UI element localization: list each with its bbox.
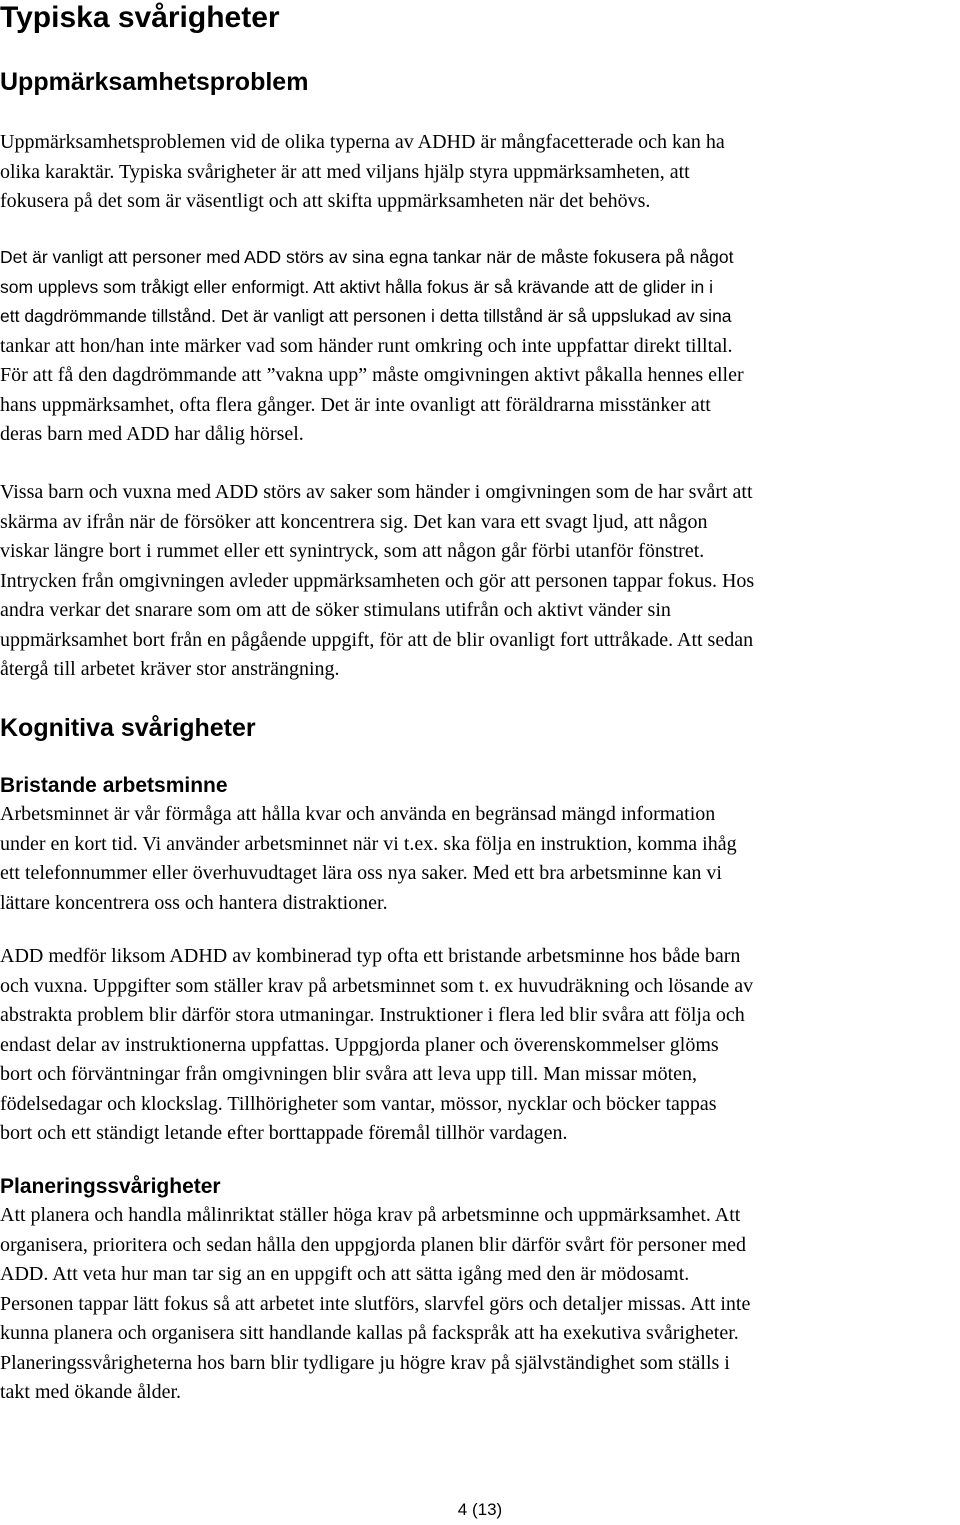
text-line: lättare koncentrera oss och hantera distraktioner. bbox=[0, 891, 388, 914]
text-line: Arbetsminnet är vår förmåga att hålla kvar och använda en begränsad mängd information bbox=[0, 803, 716, 825]
paragraph-planning bbox=[0, 1201, 960, 1408]
text-line: fokusera på det som är väsentligt och att skifta uppmärksamheten när det behövs. bbox=[0, 190, 651, 212]
text-line: Intrycken från omgivningen avleder uppmärksamheten och gör att personen tappar fokus. Hos bbox=[0, 569, 755, 592]
text-line: ett dagdrömmande tillstånd. Det är vanligt att personen i detta tillstånd är så uppslukad av sina bbox=[0, 306, 732, 326]
paragraph-working-memory-add bbox=[0, 942, 960, 1149]
section-heading-attention: Uppmärksamhetsproblem bbox=[0, 68, 309, 96]
text-line: organisera, prioritera och sedan hålla den uppgjorda planen blir därför svårt för personer med bbox=[0, 1233, 747, 1256]
text-line: bort och ett ständigt letande efter borttappade föremål tillhör vardagen. bbox=[0, 1122, 568, 1144]
text-line: kunna planera och organisera sitt handlande kallas på fackspråk att ha exekutiva svårigheter. bbox=[0, 1322, 739, 1344]
text-line: tankar att hon/han inte märker vad som händer runt omkring och inte uppfattar direkt tilltal. bbox=[0, 334, 733, 357]
text-line: under en kort tid. Vi använder arbetsminnet när vi t.ex. ska följa en instruktion, komma ihåg bbox=[0, 832, 737, 855]
text-line: endast delar av instruktionerna uppfattas. Uppgjorda planer och överenskommelser glöms bbox=[0, 1033, 719, 1056]
text-line: Planeringssvårigheterna hos barn blir tydligare ju högre krav på självständighet som ställs i bbox=[0, 1351, 730, 1374]
text-line: Uppmärksamhetsproblemen vid de olika typerna av ADHD är mångfacetterade och kan ha bbox=[0, 131, 725, 153]
text-line: deras barn med ADD har dålig hörsel. bbox=[0, 423, 304, 445]
paragraph-attention-intro bbox=[0, 128, 960, 217]
text-line: ett telefonnummer eller överhuvudtaget lära oss nya saker. Med ett bra arbetsminne kan vi bbox=[0, 862, 722, 884]
text-line: och vuxna. Uppgifter som ställer krav på arbetsminnet som t. ex huvudräkning och lösande av bbox=[0, 974, 754, 997]
page-number: 4 (13) bbox=[457, 1500, 503, 1519]
text-line: hans uppmärksamhet, ofta flera gånger. Det är inte ovanligt att föräldrarna misstänker att bbox=[0, 393, 711, 416]
text-line: Vissa barn och vuxna med ADD störs av saker som händer i omgivningen som de har svårt att bbox=[0, 481, 753, 503]
subsection-heading-working-memory: Bristande arbetsminne bbox=[0, 774, 228, 797]
text-line: ADD medför liksom ADHD av kombinerad typ ofta ett bristande arbetsminne hos både barn bbox=[0, 945, 741, 967]
paragraph-working-memory-definition bbox=[0, 800, 960, 918]
page-title: Typiska svårigheter bbox=[0, 1, 280, 34]
text-line: För att få den dagdrömmande att ”vakna upp” måste omgivningen aktivt påkalla hennes eller bbox=[0, 364, 744, 386]
section-heading-cognitive: Kognitiva svårigheter bbox=[0, 714, 256, 742]
text-line: abstrakta problem blir därför stora utmaningar. Instruktioner i flera led blir svåra att följa och bbox=[0, 1004, 745, 1026]
text-line: viskar längre bort i rummet eller ett synintryck, som att någon går förbi utanför fönstret. bbox=[0, 540, 705, 562]
text-line: bort och förväntningar från omgivningen blir svåra att leva upp till. Man missar möten, bbox=[0, 1063, 698, 1085]
text-line: Det är vanligt att personer med ADD störs av sina egna tankar när de måste fokusera på något bbox=[0, 247, 734, 267]
paragraph-own-thoughts-sans bbox=[0, 243, 960, 302]
text-line: födelsedagar och klockslag. Tillhörigheter som vantar, mössor, nycklar och böcker tappas bbox=[0, 1092, 717, 1115]
text-line: som upplevs som tråkigt eller enformigt. Att aktivt hålla fokus är så krävande att de glider in i bbox=[0, 276, 713, 297]
text-line: Personen tappar lätt fokus så att arbetet inte slutförs, slarvfel görs och detaljer missas. Att inte bbox=[0, 1292, 751, 1315]
text-line: uppmärksamhet bort från en pågående uppgift, för att de blir ovanligt fort uttråkade. Att sedan bbox=[0, 628, 754, 651]
text-line: andra verkar det snarare som om att de söker stimulans utifrån och aktivt vänder sin bbox=[0, 599, 671, 621]
text-line: olika karaktär. Typiska svårigheter är att med viljans hjälp styra uppmärksamheten, att bbox=[0, 160, 690, 183]
paragraph-environment bbox=[0, 478, 960, 685]
text-line: skärma av ifrån när de försöker att koncentrera sig. Det kan vara ett svagt ljud, att någon bbox=[0, 510, 708, 533]
text-line: Att planera och handla målinriktat ställer höga krav på arbetsminne och uppmärksamhet. Att bbox=[0, 1204, 741, 1226]
text-line: återgå till arbetet kräver stor ansträngning. bbox=[0, 658, 340, 680]
paragraph-daydreaming bbox=[0, 302, 960, 450]
subsection-heading-planning: Planeringssvårigheter bbox=[0, 1175, 221, 1198]
text-line: takt med ökande ålder. bbox=[0, 1381, 182, 1403]
text-line: ADD. Att veta hur man tar sig an en uppgift och att sätta igång med den är mödosamt. bbox=[0, 1263, 690, 1285]
